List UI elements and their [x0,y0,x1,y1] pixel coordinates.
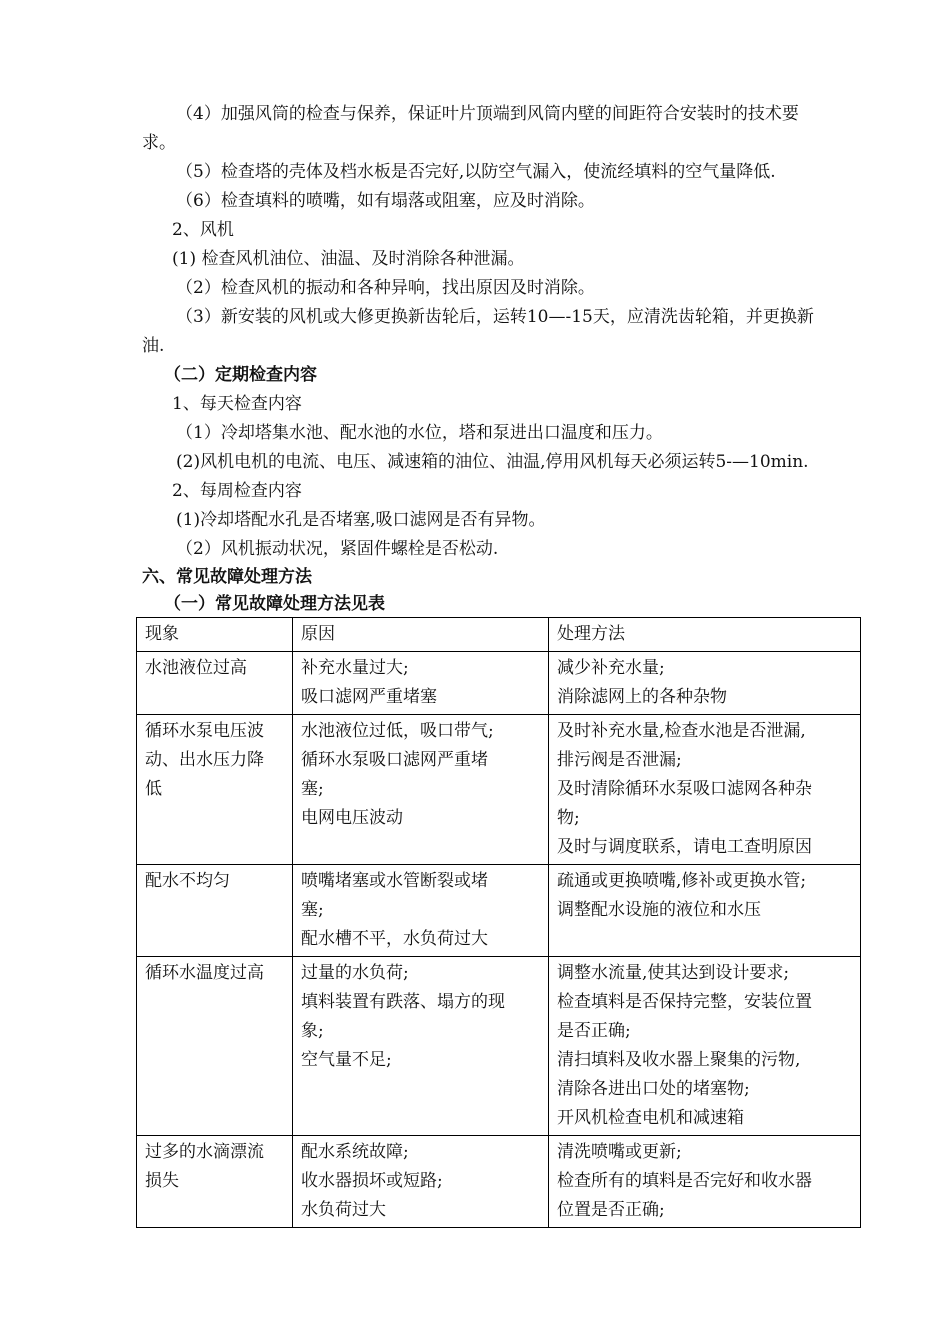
header-cause: 原因 [293,618,549,652]
symptom-cell-line: 循环水泵电压波 [145,721,264,741]
paragraph-line: 油. [142,336,165,356]
paragraph-line: （5）检查塔的壳体及档水板是否完好,以防空气漏入，使流经填料的空气量降低. [176,162,776,182]
paragraph-line: （3）新安装的风机或大修更换新齿轮后，运转10—-15天，应清洗齿轮箱，并更换新 [176,307,814,327]
table-row [137,715,861,865]
fix-cell-line: 及时与调度联系，请电工查明原因 [557,837,812,857]
paragraph-line: （1）冷却塔集水池、配水池的水位，塔和泵进出口温度和压力。 [176,423,663,443]
table-caption: （一）常见故障处理方法见表 [164,594,385,614]
fix-cell-line: 消除滤网上的各种杂物 [557,687,727,707]
symptom-cell [137,715,293,865]
fix-cell-line: 检查填料是否保持完整，安装位置 [557,992,812,1012]
cause-cell-line: 水池液位过低，吸口带气; [301,721,494,741]
fix-cell [549,957,861,1136]
symptom-cell-line: 低 [145,779,162,799]
cause-cell-line: 水负荷过大 [301,1200,386,1220]
symptom-cell-line: 循环水温度过高 [145,963,264,983]
section-heading-periodic-check: （二）定期检查内容 [164,365,317,385]
symptom-cell-line: 动、出水压力降 [145,750,264,770]
cause-cell-line: 象; [301,1021,324,1041]
paragraph-line: （2）风机振动状况，紧固件螺栓是否松动. [176,539,499,559]
fix-cell-line: 物; [557,808,580,828]
cause-cell [293,715,549,865]
fix-cell-line: 调整水流量,使其达到设计要求; [557,963,790,983]
subheading-fan: 2、风机 [172,220,234,240]
table-row [137,957,861,1136]
fix-cell-line: 清除各进出口处的堵塞物; [557,1079,750,1099]
cause-cell [293,865,549,957]
header-fix: 处理方法 [549,618,861,652]
cause-cell-line: 填料装置有跌落、塌方的现 [301,992,505,1012]
paragraph-line: （6）检查填料的喷嘴，如有塌落或阻塞，应及时消除。 [176,191,595,211]
fix-cell-line: 清扫填料及收水器上聚集的污物, [557,1050,801,1070]
cause-cell [293,652,549,715]
symptom-cell-line: 水池液位过高 [145,658,247,678]
cause-cell-line: 喷嘴堵塞或水管断裂或堵 [301,871,488,891]
cause-cell-line: 循环水泵吸口滤网严重堵 [301,750,488,770]
fix-cell-line: 开风机检查电机和减速箱 [557,1108,744,1128]
cause-cell-line: 电网电压波动 [301,808,403,828]
fix-cell-line: 减少补充水量; [557,658,665,678]
fix-cell-line: 及时补充水量,检查水池是否泄漏, [557,721,806,741]
fix-cell-line: 疏通或更换喷嘴,修补或更换水管; [557,871,807,891]
symptom-cell [137,957,293,1136]
fix-cell-line: 是否正确; [557,1021,631,1041]
cause-cell-line: 收水器损坏或短路; [301,1171,443,1191]
fix-cell [549,652,861,715]
header-symptom: 现象 [137,618,293,652]
symptom-cell [137,1136,293,1228]
paragraph-line: （4）加强风筒的检查与保养，保证叶片顶端到风筒内壁的间距符合安装时的技术要 [176,104,799,124]
fix-cell [549,1136,861,1228]
symptom-cell-line: 过多的水滴漂流 [145,1142,264,1162]
fix-cell [549,715,861,865]
symptom-cell-line: 损失 [145,1171,179,1191]
cause-cell-line: 配水槽不平，水负荷过大 [301,929,488,949]
paragraph-line: (1)冷却塔配水孔是否堵塞,吸口滤网是否有异物。 [176,510,546,530]
cause-cell [293,1136,549,1228]
paragraph-line: （2）检查风机的振动和各种异响，找出原因及时消除。 [176,278,595,298]
paragraph-line: 求。 [142,133,176,153]
fix-cell-line: 清洗喷嘴或更新; [557,1142,682,1162]
table-header-row [137,618,861,652]
cause-cell-line: 塞; [301,779,324,799]
table-row [137,865,861,957]
fix-cell-line: 排污阀是否泄漏; [557,750,682,770]
cause-cell-line: 过量的水负荷; [301,963,409,983]
symptom-cell-line: 配水不均匀 [145,871,230,891]
symptom-cell [137,652,293,715]
cause-cell-line: 吸口滤网严重堵塞 [301,687,437,707]
chapter-heading-faults: 六、常见故障处理方法 [142,567,312,587]
paragraph-line: (2)风机电机的电流、电压、减速箱的油位、油温,停用风机每天必须运转5-—10min. [176,452,809,472]
cause-cell-line: 空气量不足; [301,1050,392,1070]
fix-cell-line: 检查所有的填料是否完好和收水器 [557,1171,812,1191]
fault-table [136,617,861,1228]
paragraph-line: (1) 检查风机油位、油温、及时消除各种泄漏。 [172,249,525,269]
symptom-cell [137,865,293,957]
cause-cell-line: 补充水量过大; [301,658,409,678]
fix-cell-line: 位置是否正确; [557,1200,665,1220]
subheading-weekly: 2、每周检查内容 [172,481,302,501]
cause-cell-line: 配水系统故障; [301,1142,409,1162]
fix-cell [549,865,861,957]
cause-cell [293,957,549,1136]
table-row [137,652,861,715]
subheading-daily: 1、每天检查内容 [172,394,302,414]
fix-cell-line: 及时清除循环水泵吸口滤网各种杂 [557,779,812,799]
cause-cell-line: 塞; [301,900,324,920]
fix-cell-line: 调整配水设施的液位和水压 [557,900,761,920]
table-row [137,1136,861,1228]
